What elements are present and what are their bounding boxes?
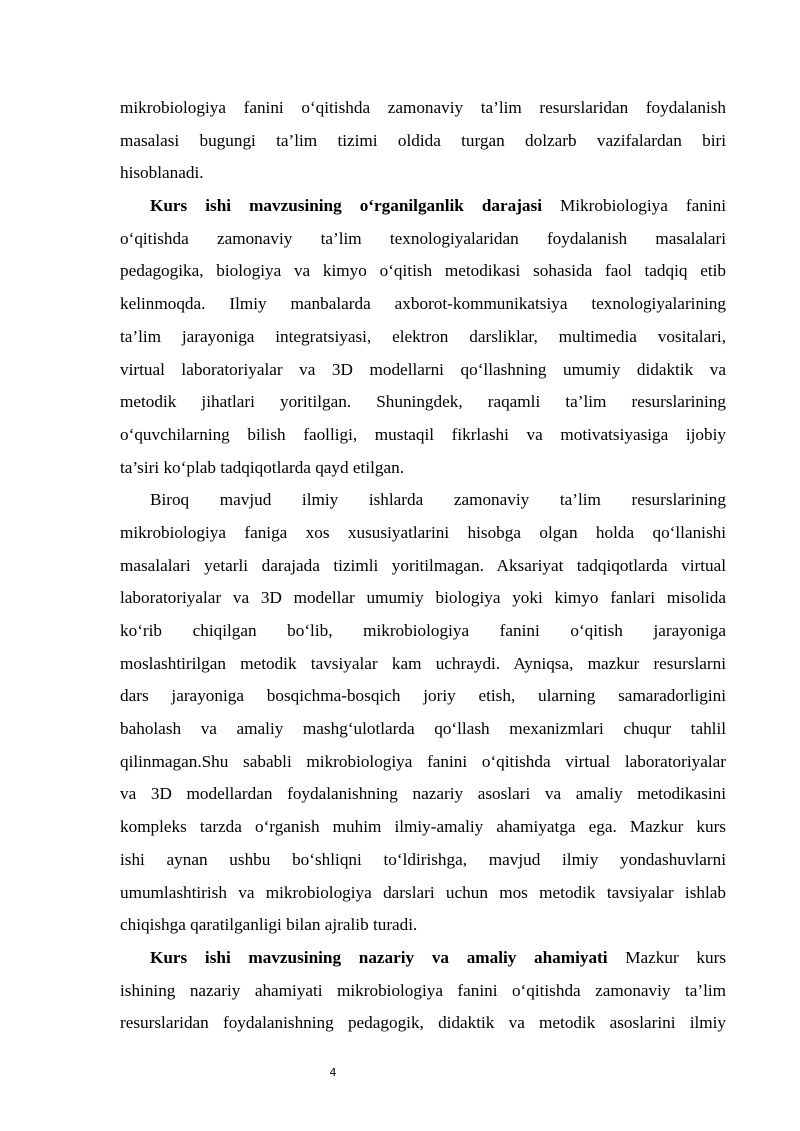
- text-line: [120, 942, 726, 975]
- page-number: 4: [329, 1066, 337, 1079]
- text-line: dars jarayoniga bosqichma-bosqich joriy etish, ularning samaradorligini: [120, 686, 726, 706]
- text-line: qilinmagan.Shu sababli mikrobiologiya fanini o‘qitishda virtual laboratoriyalar: [120, 751, 726, 771]
- text-line: o‘quvchilarning bilish faolligi, mustaqil fikrlashi va motivatsiyasiga ijobiy: [120, 424, 726, 444]
- text-line: masalalari yetarli darajada tizimli yoritilmagan. Aksariyat tadqiqotlarda virtual: [120, 555, 726, 575]
- text-line: ko‘rib chiqilgan bo‘lib, mikrobiologiya fanini o‘qitish jarayoniga: [120, 621, 726, 640]
- text-line: kelinmoqda. Ilmiy manbalarda axborot-kommunikatsiya texnologiyalarining: [120, 294, 726, 314]
- heading-continuation: Mazkur kurs: [625, 947, 727, 967]
- text-line: mikrobiologiya fanini o‘qitishda zamonaviy ta’lim resurslaridan foydalanish: [120, 98, 726, 117]
- section-heading: Kurs ishi mavzusining o‘rganilganlik darajasi: [150, 196, 542, 216]
- text-line: ishi aynan ushbu bo‘shliqni to‘ldirishga, mavjud ilmiy yondashuvlarni: [120, 849, 726, 869]
- text-line: ta’siri ko‘plab tadqiqotlarda qayd etilgan.: [120, 457, 404, 477]
- text-line: virtual laboratoriyalar va 3D modellarni qo‘llashning umumiy didaktik va: [120, 359, 726, 379]
- text-line: va 3D modellardan foydalanishning nazariy asoslari va amaliy metodikasini: [120, 784, 726, 804]
- section-heading: Kurs ishi mavzusining nazariy va amaliy ahamiyati: [150, 947, 608, 967]
- text-line: kompleks tarzda o‘rganish muhim ilmiy-amaliy ahamiyatga ega. Mazkur kurs: [120, 817, 726, 837]
- heading-continuation: Mikrobiologiya fanini: [560, 196, 726, 216]
- text-line: Biroq mavjud ilmiy ishlarda zamonaviy ta’lim resurslarining: [150, 490, 726, 510]
- text-line: laboratoriyalar va 3D modellar umumiy biologiya yoki kimyo fanlari misolida: [120, 588, 726, 608]
- text-line: ta’lim jarayoniga integratsiyasi, elektron darsliklar, multimedia vositalari,: [120, 326, 726, 346]
- text-line: hisoblanadi.: [120, 163, 204, 183]
- paragraph-significance: [120, 942, 726, 1040]
- document-page: [120, 92, 726, 1040]
- text-line: mikrobiologiya faniga xos xususiyatlarini hisobga olgan holda qo‘llanishi: [120, 522, 726, 542]
- text-line: umumlashtirish va mikrobiologiya darslari uchun mos metodik tavsiyalar ishlab: [120, 882, 726, 902]
- text-line: metodik jihatlari yoritilgan. Shuningdek, raqamli ta’lim resurslarining: [120, 392, 726, 412]
- paragraph-intro-continuation: [120, 92, 726, 190]
- text-line: pedagogika, biologiya va kimyo o‘qitish metodikasi sohasida faol tadqiq etib: [120, 261, 726, 281]
- paragraph-research-gap: [120, 484, 726, 942]
- text-line: [120, 190, 726, 223]
- text-line: ishining nazariy ahamiyati mikrobiologiya fanini o‘qitishda zamonaviy ta’lim: [120, 980, 726, 1000]
- text-line: masalasi bugungi ta’lim tizimi oldida turgan dolzarb vazifalardan biri: [120, 130, 726, 150]
- text-line: baholash va amaliy mashg‘ulotlarda qo‘llash mexanizmlari chuqur tahlil: [120, 719, 726, 739]
- text-line: moslashtirilgan metodik tavsiyalar kam uchraydi. Ayniqsa, mazkur resurslarni: [120, 653, 726, 673]
- text-line: o‘qitishda zamonaviy ta’lim texnologiyalaridan foydalanish masalalari: [120, 228, 726, 248]
- text-line: resurslaridan foydalanishning pedagogik, didaktik va metodik asoslarini ilmiy: [120, 1013, 726, 1033]
- paragraph-research-degree: [120, 190, 726, 484]
- text-line: chiqishga qaratilganligi bilan ajralib turadi.: [120, 915, 418, 935]
